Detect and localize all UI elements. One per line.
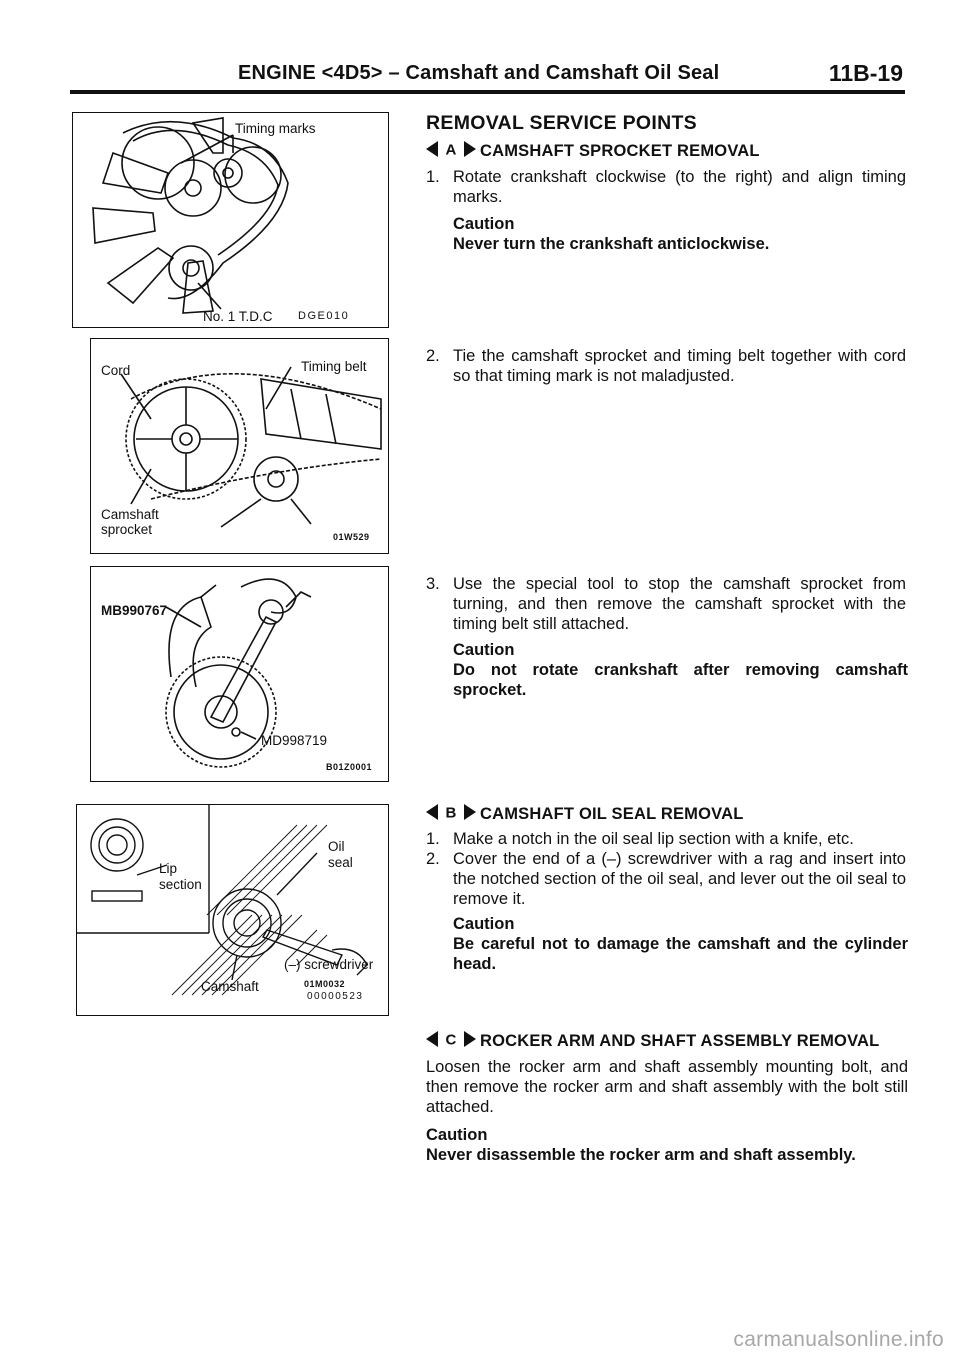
step-text: Rotate crankshaft clockwise (to the right) and align timing marks.: [453, 168, 906, 206]
label-camshaft: Camshaft: [101, 507, 159, 522]
caution-c: [426, 1125, 908, 1165]
caution-text: Never turn the crankshaft anticlockwise.: [453, 235, 770, 253]
caution-label: Caution: [453, 915, 515, 933]
step-number: 3.: [426, 575, 440, 593]
caution-text: Never disassemble the rocker arm and shaft assembly.: [426, 1146, 856, 1164]
special-tool-illustration: [91, 567, 388, 781]
caution-label: Caution: [453, 215, 515, 233]
svg-text:C: C: [445, 1031, 457, 1048]
step-text: Cover the end of a (–) screwdriver with a rag and insert into the notched section of the oil seal, and lever out the oil seal to remove it.: [453, 850, 906, 908]
label-tool-mb990767: MB990767: [101, 603, 168, 618]
watermark: carmanualsonline.info: [733, 1328, 944, 1351]
subheading-oil-seal-removal: [426, 803, 744, 824]
step-text: Make a notch in the oil seal lip section with a knife, etc.: [453, 830, 854, 848]
step-number: 1.: [426, 830, 440, 848]
marker-b-icon: [426, 803, 476, 821]
label-seal: seal: [328, 855, 353, 870]
step-b2: [426, 849, 906, 909]
label-tool-md998719: MD998719: [261, 733, 328, 748]
svg-text:A: A: [445, 141, 457, 158]
step-number: 1.: [426, 168, 440, 186]
paragraph-rocker-arm: Loosen the rocker arm and shaft assembly mounting bolt, and then remove the rocker arm and shaft assembly with the bolt still attached.: [426, 1058, 908, 1116]
label-oil: Oil: [328, 839, 345, 854]
subheading-sprocket-removal: [426, 140, 760, 161]
step-number: 2.: [426, 850, 440, 868]
caution-b: [453, 914, 908, 974]
label-section: section: [159, 877, 202, 892]
step-a1: [426, 167, 906, 207]
label-cord: Cord: [101, 363, 131, 378]
label-tdc: No. 1 T.D.C: [203, 309, 273, 324]
marker-c-icon: [426, 1030, 476, 1048]
figure-code: DGE010: [298, 310, 350, 322]
label-timing-marks: Timing marks: [235, 121, 316, 136]
subheading-text: CAMSHAFT SPROCKET REMOVAL: [480, 142, 760, 160]
caution-label: Caution: [426, 1126, 488, 1144]
figure-timing-marks: [72, 112, 389, 328]
caution-a2: [453, 640, 908, 700]
label-timing-belt: Timing belt: [301, 359, 367, 374]
subheading-text: ROCKER ARM AND SHAFT ASSEMBLY REMOVAL: [480, 1032, 880, 1050]
step-text: Tie the camshaft sprocket and timing belt together with cord so that timing mark is not maladjusted.: [453, 347, 906, 385]
figure-code: 01W529: [333, 532, 370, 542]
step-b1: [426, 829, 906, 849]
step-number: 2.: [426, 347, 440, 365]
label-screwdriver: (–) screwdriver: [284, 957, 374, 972]
svg-text:B: B: [445, 804, 457, 821]
page-number: 11B-19: [828, 60, 903, 86]
step-text: Use the special tool to stop the camshaft sprocket from turning, and then remove the camshaft sprocket with the timing belt still attached.: [453, 575, 906, 633]
caution-text: Be careful not to damage the camshaft and the cylinder head.: [453, 935, 908, 973]
label-camshaft: Camshaft: [201, 979, 259, 994]
subheading-text: CAMSHAFT OIL SEAL REMOVAL: [480, 805, 744, 823]
caution-label: Caution: [453, 641, 515, 659]
page-header: [98, 62, 903, 90]
label-lip: Lip: [159, 861, 178, 876]
figure-code: 01M0032: [304, 979, 346, 989]
marker-a-icon: [426, 140, 476, 158]
timing-marks-illustration: [73, 113, 388, 327]
figure-code: B01Z0001: [326, 762, 373, 772]
subheading-rocker-arm-removal: [426, 1030, 879, 1051]
label-sprocket: sprocket: [101, 522, 153, 537]
figure-sprocket-cord: [90, 338, 389, 554]
step-a3: [426, 574, 906, 634]
section-heading: REMOVAL SERVICE POINTS: [426, 112, 697, 134]
header-rule: [70, 90, 905, 94]
figure-oil-seal: [76, 804, 389, 1016]
figure-special-tool: [90, 566, 389, 782]
step-a2: [426, 346, 906, 386]
page-title: ENGINE <4D5> – Camshaft and Camshaft Oil Seal: [238, 62, 720, 84]
caution-a1: [453, 214, 908, 254]
figure-code-secondary: 00000523: [307, 991, 364, 1002]
caution-text: Do not rotate crankshaft after removing camshaft sprocket.: [453, 661, 908, 699]
